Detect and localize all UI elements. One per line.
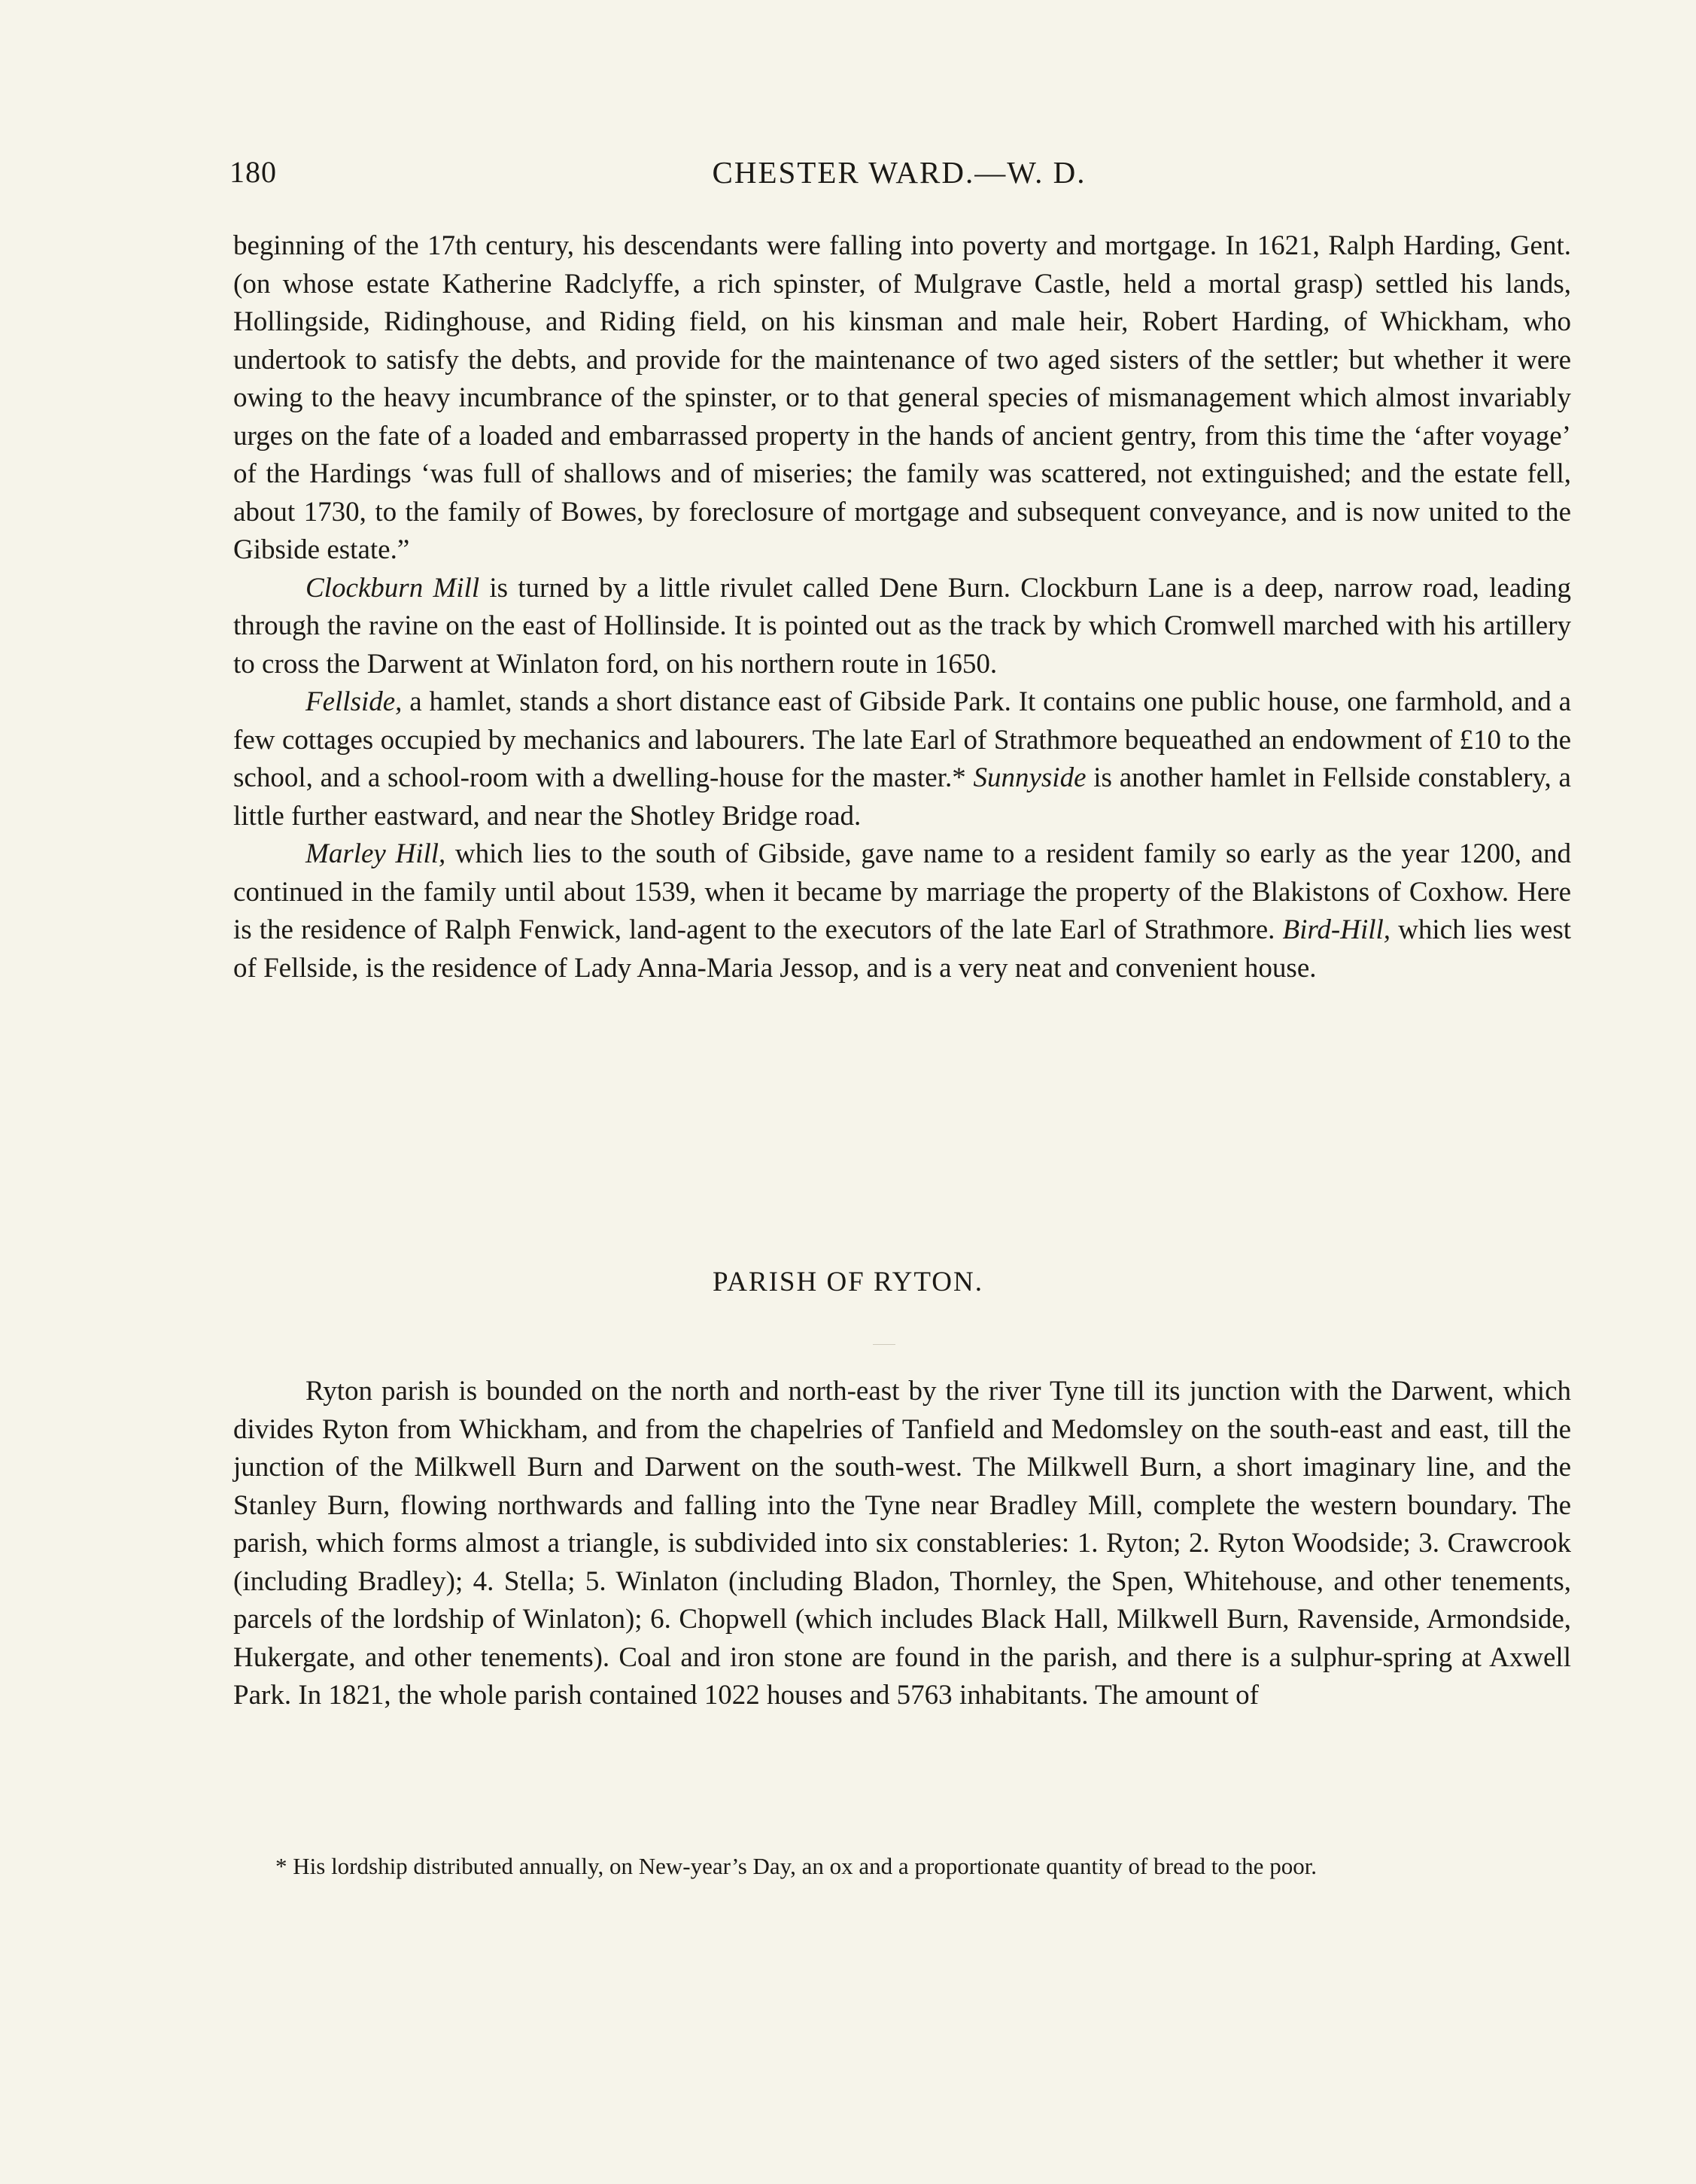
place-name: Clockburn Mill [305, 572, 480, 604]
paragraph-text: is turned by a little rivulet called Dene Burn. Clockburn Lane is a deep, narrow road, leading through the ravine on the east of Hollinside. It is pointed out as the track by which Cromwell marched with his artillery to cross the Darwent at Winlaton ford, on his northern route in 1650. [233, 572, 1571, 680]
place-name: Sunnyside [973, 762, 1087, 793]
paragraph-text: beginning of the 17th century, his descendants were falling into poverty and mortgage. In 1621, Ralph Harding, Gent. (on whose estate Katherine Radclyffe, a rich spinster, of Mulgrave Castle, held a mortal grasp) settled his lands, Hollingside, Ridinghouse, and Riding field, on his kinsman and male heir, Robert Harding, of Whickham, who undertook to satisfy the debts, and provide for the maintenance of two aged sisters of the settler; but whether it were owing to the heavy incumbrance of the spinster, or to that general species of mismanagement which almost invariably urges on the fate of a loaded and embarrassed property in the hands of ancient gentry, from this time the ‘after voyage’ of the Hardings ‘was full of shallows and of miseries; the family was scattered, not extinguished; and the estate fell, about 1730, to the family of Bowes, by foreclosure of mortgage and subsequent conveyance, and is now united to the Gibside estate.” [233, 230, 1571, 565]
paragraph-fellside [233, 683, 1571, 835]
paragraph-text: which lies west of Fellside, is the residence of Lady Anna-Maria Jessop, and is a very neat and convenient house. [233, 914, 1571, 984]
paragraph-text: a hamlet, stands a short distance east of Gibside Park. It contains one public house, one farmhold, and a few cottages occupied by mechanics and labourers. The late Earl of Strathmore bequeathed an endowment of £10 to the school, and a school-room with a dwelling-house for the master.* [233, 686, 1571, 793]
paragraph-clockburn-mill [233, 570, 1571, 684]
body-text-ryton [233, 1373, 1571, 1715]
paragraph-marley-hill [233, 835, 1571, 987]
page-number: 180 [229, 155, 277, 189]
body-text-top [233, 227, 1571, 987]
running-head: CHESTER WARD.—W. D. [712, 155, 1087, 190]
section-divider [873, 1344, 895, 1345]
paragraph-hardings [233, 227, 1571, 570]
place-name: Fellside, [305, 686, 403, 717]
place-name: Bird-Hill, [1282, 914, 1391, 945]
paragraph-ryton: Ryton parish is bounded on the north and north-east by the river Tyne till its junction with the Darwent, which divides Ryton from Whickham, and from the chapelries of Tanfield and Medomsley on the south-east and east, till the junction of the Milkwell Burn and Darwent on the south-west. The Milkwell Burn, a short imaginary line, and the Stanley Burn, flowing northwards and falling into the Tyne near Bradley Mill, complete the western boundary. The parish, which forms almost a triangle, is subdivided into six constableries: 1. Ryton; 2. Ryton Woodside; 3. Crawcrook (including Bradley); 4. Stella; 5. Winlaton (including Bladon, Thornley, the Spen, Whitehouse, and other tenements, parcels of the lordship of Winlaton); 6. Chopwell (which includes Black Hall, Milkwell Burn, Ravenside, Armondside, Hukergate, and other tenements). Coal and iron stone are found in the parish, and there is a sulphur-spring at Axwell Park. In 1821, the whole parish contained 1022 houses and 5763 inhabitants. The amount of [233, 1376, 1571, 1711]
footnote-text: * His lordship distributed annually, on New-year’s Day, an ox and a proportionate quantity of bread to the poor. [275, 1853, 1318, 1879]
paragraph-text: is another hamlet in Fellside constablery, a little further eastward, and near the Shotley Bridge road. [233, 762, 1571, 832]
paragraph-text: which lies to the south of Gibside, gave name to a resident family so early as the year 1200, and continued in the family until about 1539, when it became by marriage the property of the Blakistons of Coxhow. Here is the residence of Ralph Fenwick, land-agent to the executors of the late Earl of Strathmore. [233, 838, 1571, 945]
footnote [233, 1853, 1571, 1880]
page-header [229, 154, 1569, 199]
place-name: Marley Hill, [305, 838, 446, 869]
section-title: PARISH OF RYTON. [713, 1267, 983, 1297]
